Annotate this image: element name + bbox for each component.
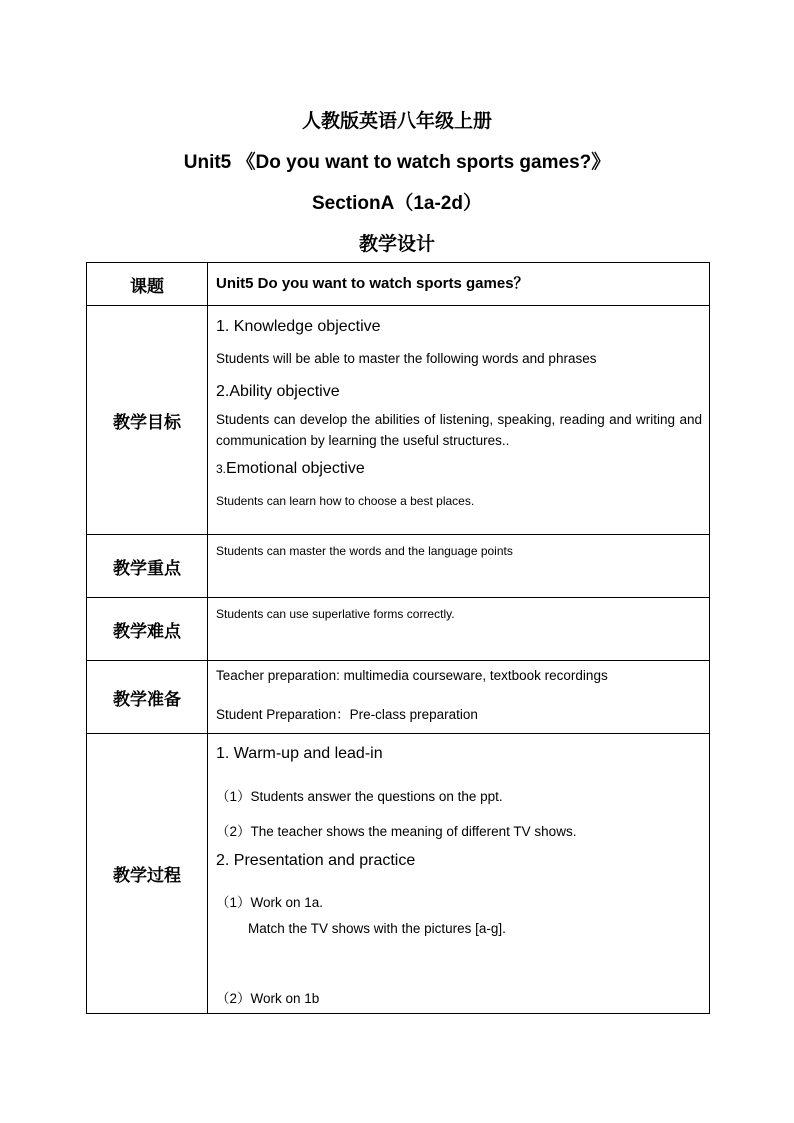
warmup-item-2: （2）The teacher shows the meaning of different TV shows. [216,824,577,839]
warmup-heading: 1. Warm-up and lead-in [216,745,383,762]
difficulties-cell [208,598,710,661]
key-points-label: 教学重点 [87,535,208,598]
key-points-text: Students can master the words and the language points [216,544,513,558]
preparation-label: 教学准备 [87,661,208,734]
knowledge-text: Students will be able to master the following words and phrases [216,351,597,366]
presentation-item-2: （2）Work on 1b [216,991,320,1006]
key-points-cell [208,535,710,598]
lesson-plan-table [86,262,710,1014]
table-row [87,535,710,598]
difficulties-label: 教学难点 [87,598,208,661]
table-row [87,734,710,1014]
table-row [87,263,710,306]
subject-label: 课题 [87,263,208,306]
presentation-item-1: （1）Work on 1a. [216,895,324,910]
knowledge-heading: 1. Knowledge objective [216,318,381,335]
preparation-cell [208,661,710,734]
warmup-item-1: （1）Students answer the questions on the ppt. [216,789,503,804]
teacher-preparation: Teacher preparation: multimedia courseware, textbook recordings [216,668,608,683]
table-row [87,661,710,734]
subject-cell [208,263,710,306]
objectives-label: 教学目标 [87,306,208,535]
document-title: 人教版英语八年级上册 [301,111,492,132]
subject-value: Unit5 Do you want to watch sports games？ [216,275,529,292]
section-title: SectionA（1a-2d） [312,193,482,214]
process-label: 教学过程 [87,734,208,1014]
presentation-heading: 2. Presentation and practice [216,852,416,869]
table-row [87,598,710,661]
emotional-heading [216,460,702,478]
ability-heading: 2.Ability objective [216,383,340,400]
table-row [87,306,710,535]
emotional-heading-text: Emotional objective [226,460,365,477]
student-preparation: Student Preparation：Pre-class preparation [216,707,478,722]
presentation-item-1-detail: Match the TV shows with the pictures [a-g]. [248,921,506,936]
objectives-cell [208,306,710,535]
design-title: 教学设计 [358,234,435,255]
emotional-text: Students can learn how to choose a best places. [216,494,475,508]
process-cell [208,734,710,1014]
unit-title: Unit5 《Do you want to watch sports games?》 [183,152,611,173]
difficulties-text: Students can use superlative forms correctly. [216,607,455,621]
ability-text: Students can develop the abilities of listening, speaking, reading and writing and communication by learning the useful structures.. [216,412,702,448]
emotional-number: 3. [216,462,227,476]
